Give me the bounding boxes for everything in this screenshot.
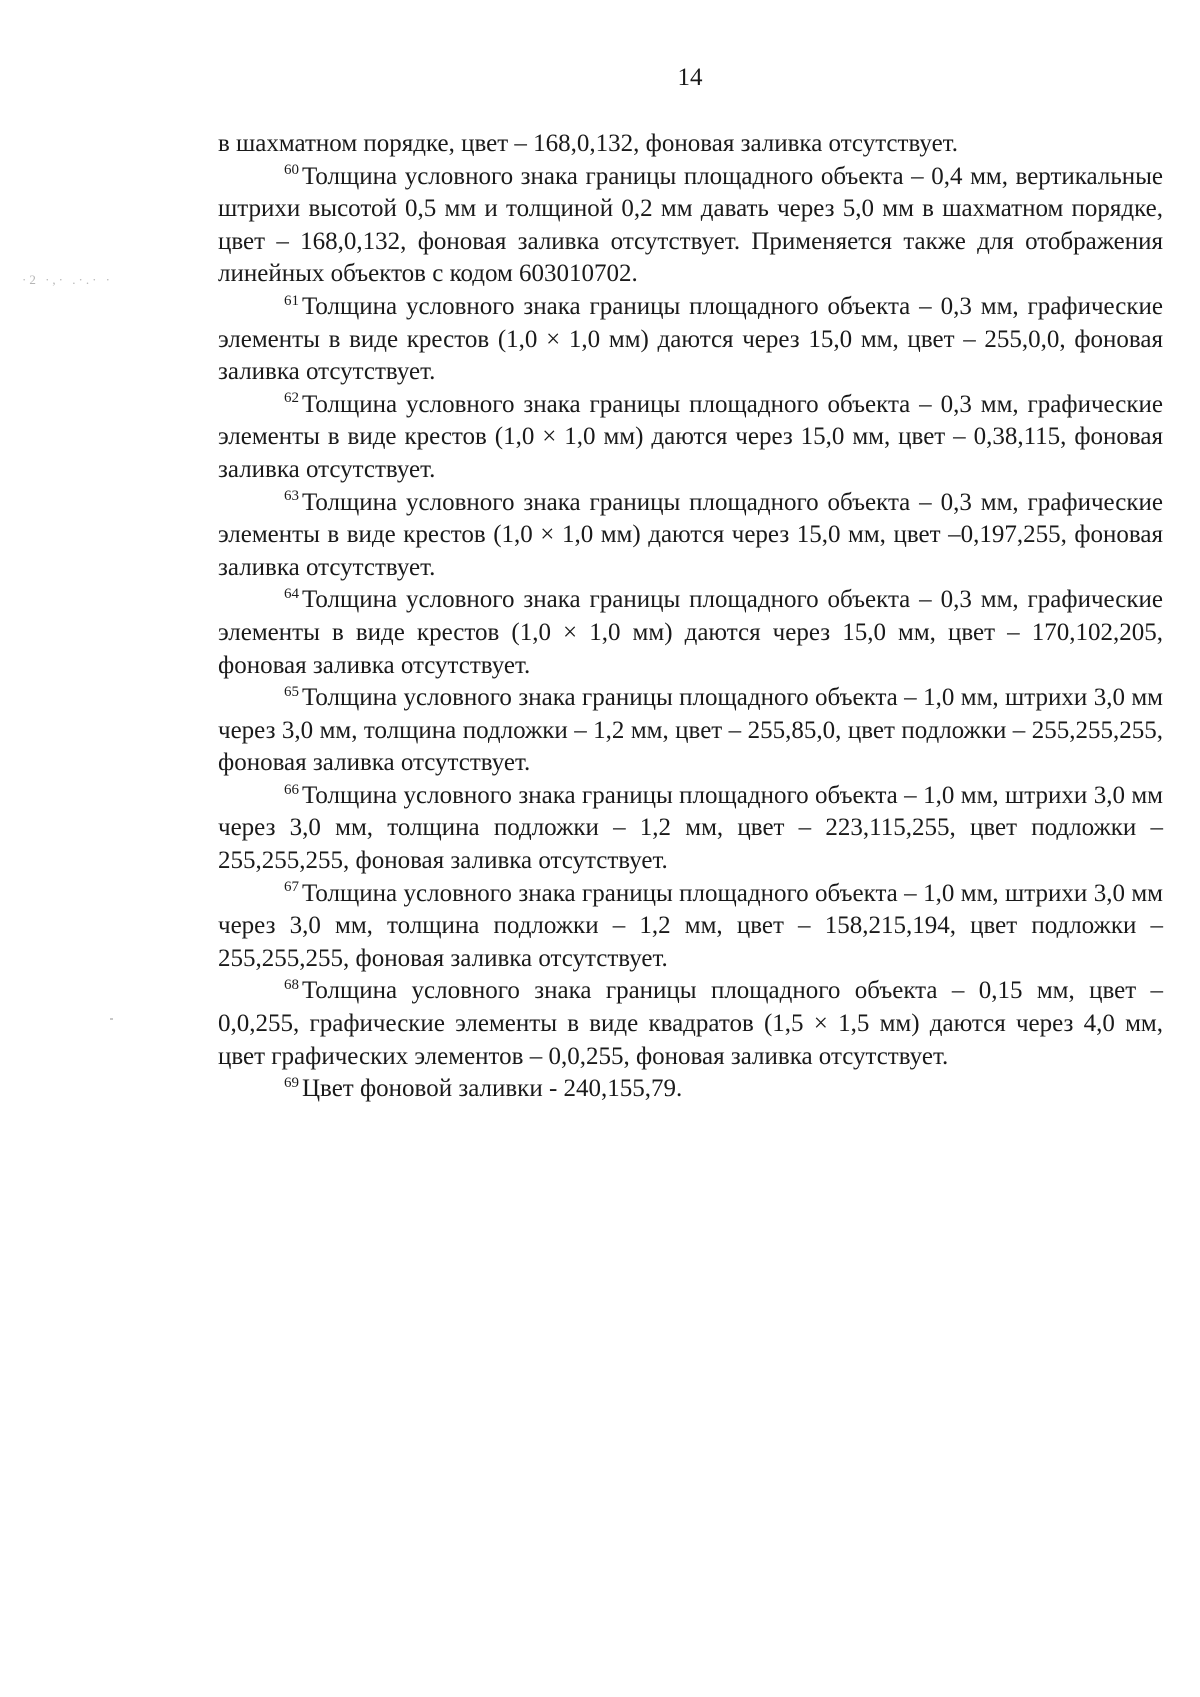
margin-scan-mark: ·2 ·,· .·.· · <box>22 272 113 287</box>
footnote-ref: 63 <box>284 488 299 505</box>
footnote-ref: 64 <box>284 585 299 602</box>
footnote-62 <box>218 389 1163 487</box>
footnote-68 <box>218 975 1163 1073</box>
footnote-ref: 61 <box>284 292 299 309</box>
footnote-60 <box>218 161 1163 291</box>
footnote-64 <box>218 584 1163 682</box>
footnote-text: Толщина условного знака границы площадного объекта – 0,3 мм, графические элементы в виде крестов (1,0 × 1,0 мм) даются через 15,0 мм, цвет – 255,0,0, фоновая заливка отсутствует. <box>218 292 1163 386</box>
page-number-text: 14 <box>677 64 703 91</box>
footnote-text: Толщина условного знака границы площадного объекта – 0,3 мм, графические элементы в виде крестов (1,0 × 1,0 мм) даются через 15,0 мм, цвет – 0,38,115, фоновая заливка отсутствует. <box>218 390 1163 483</box>
footnote-text: Толщина условного знака границы площадного объекта – 1,0 мм, штрихи 3,0 мм через 3,0 мм, толщина подложки – 1,2 мм, цвет – 223,115,255, цвет подложки – 255,255,255, фоновая заливка отсутствует. <box>218 781 1163 875</box>
footnote-text: Толщина условного знака границы площадного объекта – 0,4 мм, вертикальные штрихи высотой 0,5 мм и толщиной 0,2 мм давать через 5,0 мм в шахматном порядке, цвет – 168,0,132, фоновая заливка отсутствует. Применяется также для отображения линейных объектов с кодом 603010702. <box>218 162 1163 288</box>
footnote-ref: 68 <box>284 977 299 994</box>
footnote-ref: 66 <box>284 781 299 798</box>
margin-scan-dot <box>110 1018 113 1020</box>
footnote-text: Толщина условного знака границы площадного объекта – 0,3 мм, графические элементы в виде крестов (1,0 × 1,0 мм) даются через 15,0 мм, цвет –0,197,255, фоновая заливка отсутствует. <box>218 488 1163 581</box>
footnote-ref: 62 <box>284 390 299 407</box>
footnote-ref: 69 <box>284 1074 299 1091</box>
footnote-63 <box>218 487 1163 585</box>
footnote-text: Толщина условного знака границы площадного объекта – 1,0 мм, штрихи 3,0 мм через 3,0 мм, толщина подложки – 1,2 мм, цвет – 255,85,0, цвет подложки – 255,255,255, фоновая заливка отсутствует. <box>218 684 1163 777</box>
footnote-ref: 65 <box>284 683 299 700</box>
footnote-text: Толщина условного знака границы площадного объекта – 0,15 мм, цвет – 0,0,255, графические элементы в виде квадратов (1,5 × 1,5 мм) даются через 4,0 мм, цвет графических элементов – 0,0,255, фоновая заливка отсутствует. <box>218 977 1163 1070</box>
footnotes-body <box>218 128 1163 1106</box>
footnote-ref: 67 <box>284 879 299 896</box>
footnote-67 <box>218 878 1163 976</box>
footnote-text: Цвет фоновой заливки - 240,155,79. <box>302 1075 683 1103</box>
footnote-text: Толщина условного знака границы площадного объекта – 1,0 мм, штрихи 3,0 мм через 3,0 мм, толщина подложки – 1,2 мм, цвет – 158,215,194, цвет подложки – 255,255,255, фоновая заливка отсутствует. <box>218 879 1163 972</box>
footnote-65 <box>218 682 1163 780</box>
footnote-61 <box>218 291 1163 389</box>
footnote-ref: 60 <box>284 162 299 179</box>
footnote-66 <box>218 780 1163 878</box>
footnote-69 <box>218 1073 1163 1106</box>
lead-paragraph: в шахматном порядке, цвет – 168,0,132, фоновая заливка отсутствует. <box>218 130 958 157</box>
footnote-text: Толщина условного знака границы площадного объекта – 0,3 мм, графические элементы в виде крестов (1,0 × 1,0 мм) даются через 15,0 мм, цвет – 170,102,205, фоновая заливка отсутствует. <box>218 586 1163 679</box>
page-number <box>0 64 1200 92</box>
